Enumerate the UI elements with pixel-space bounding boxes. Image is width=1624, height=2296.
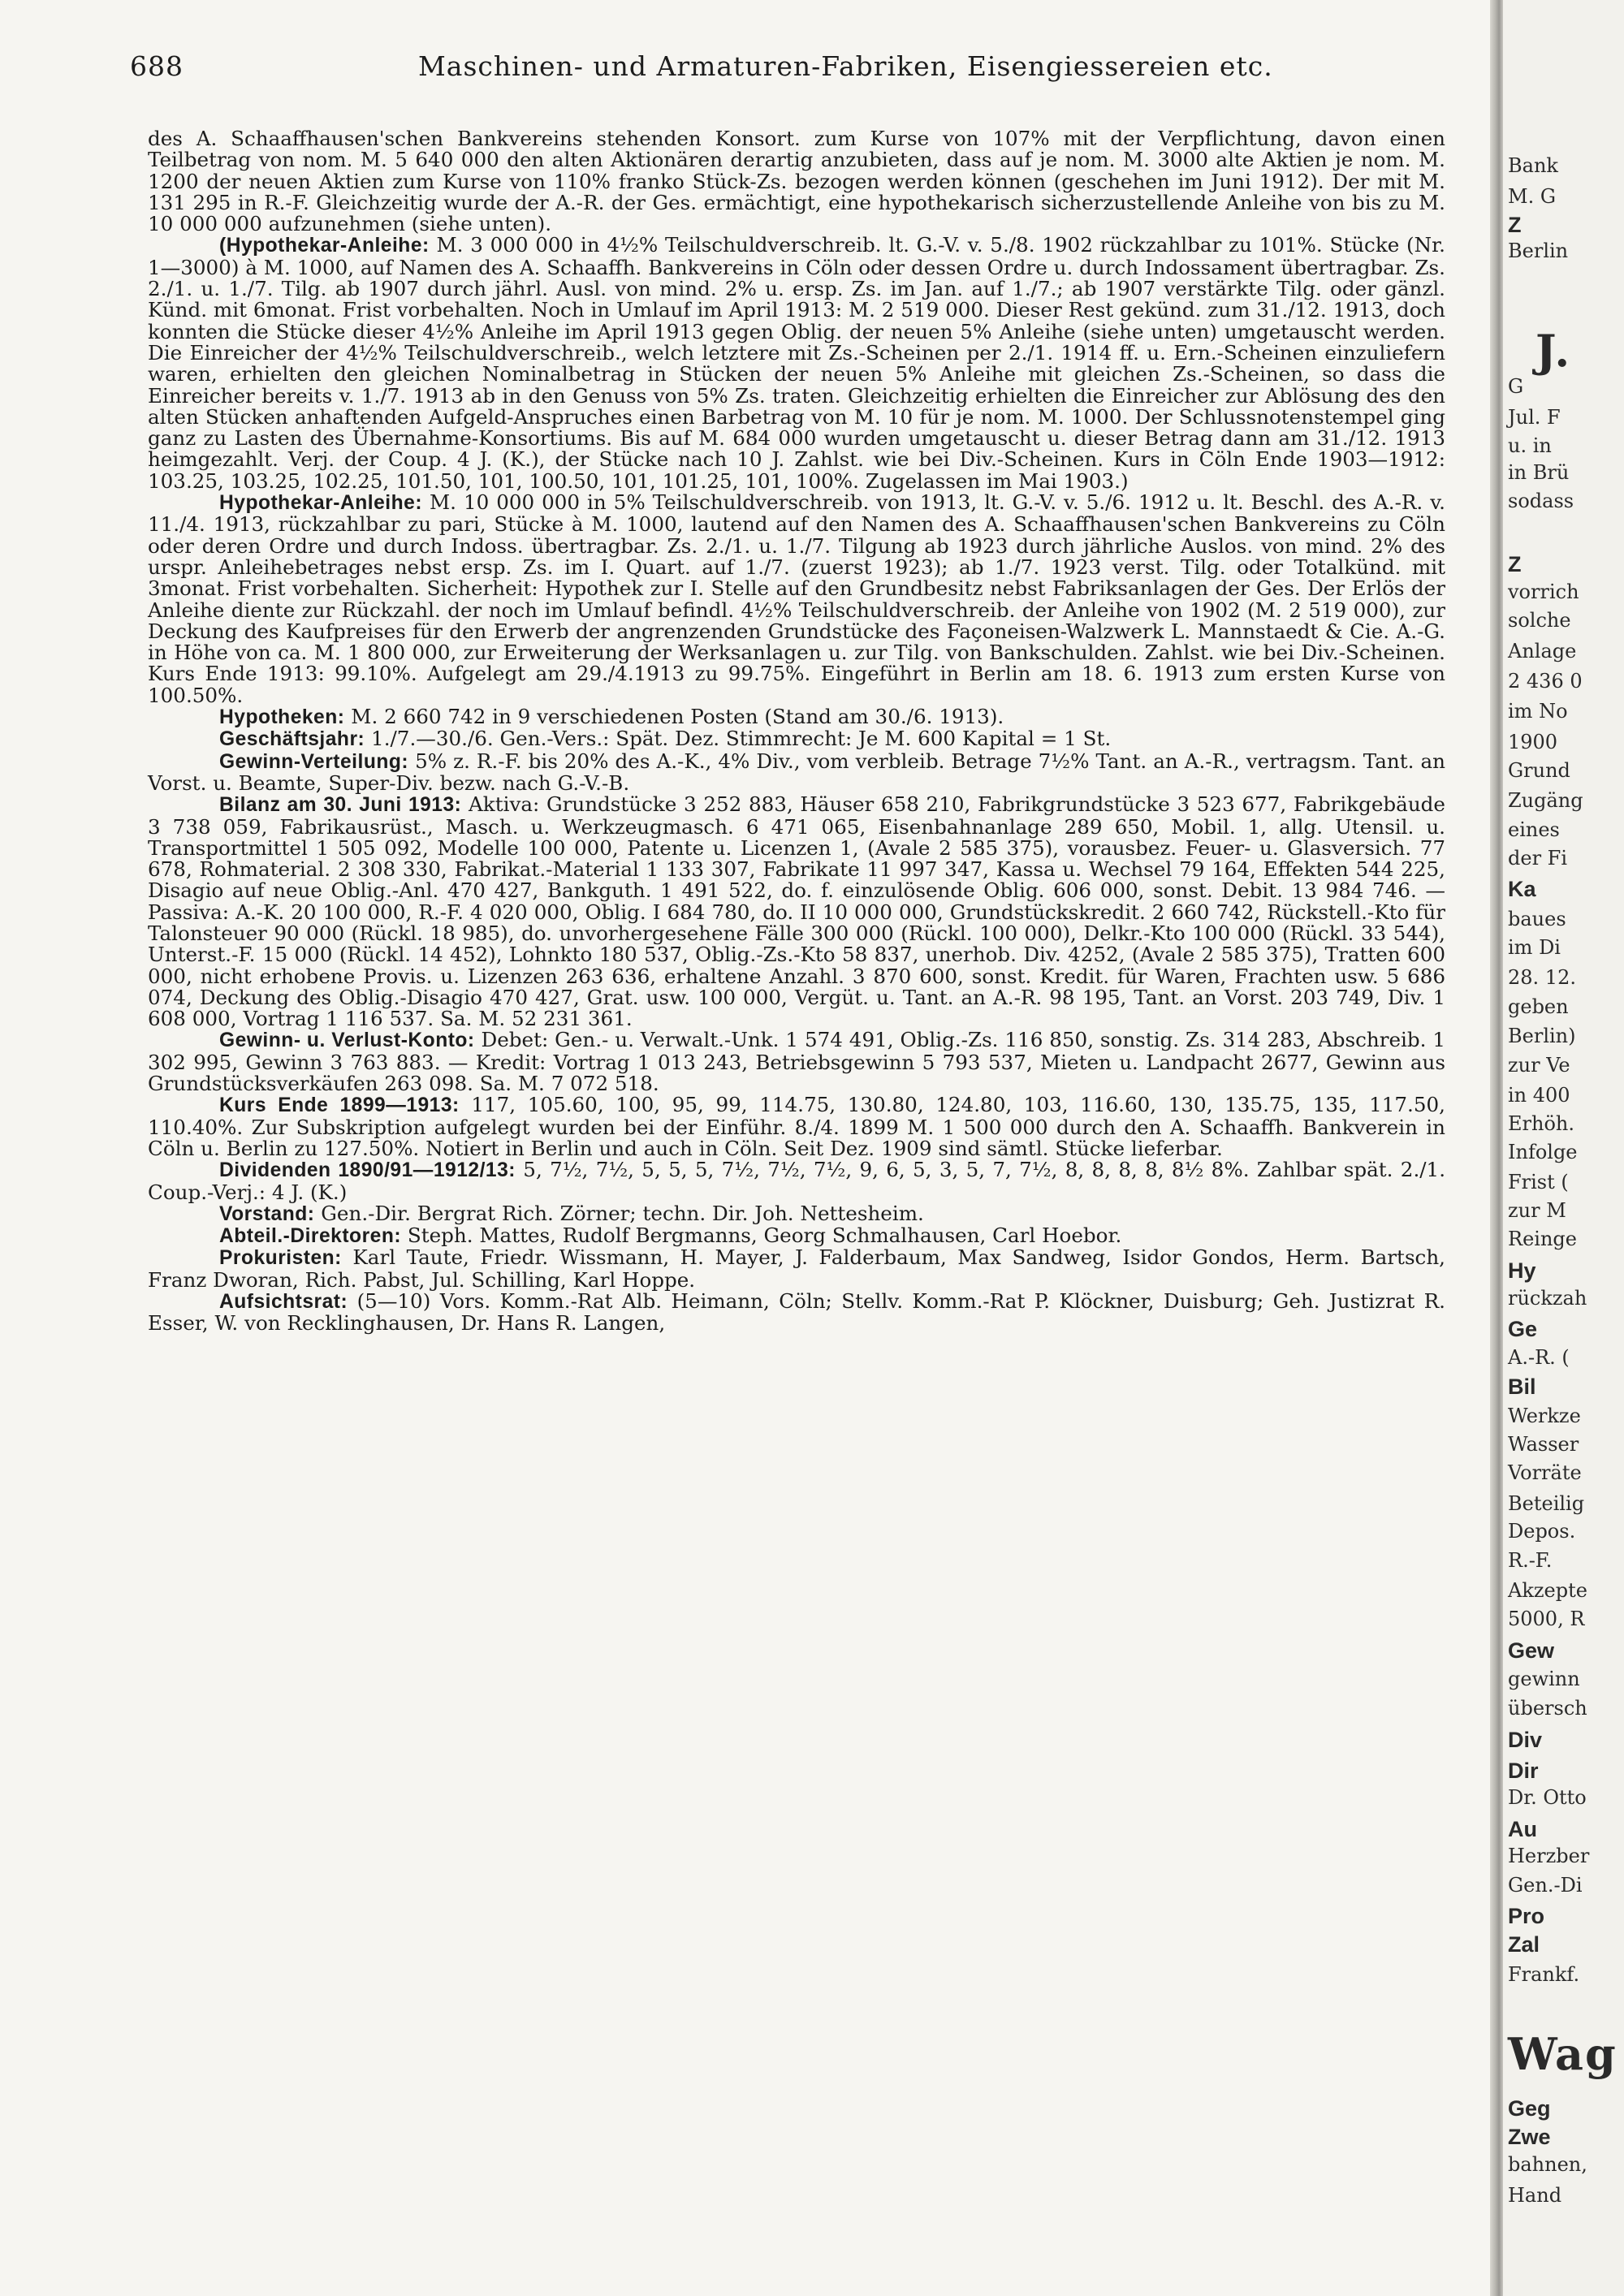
right-page-line: Werkze	[1508, 1405, 1581, 1427]
right-page-line: Zal	[1508, 1932, 1540, 1957]
right-page-line: Frist (	[1508, 1171, 1569, 1193]
paragraph-text: 5, 7½, 7½, 5, 5, 5, 7½, 7½, 7½, 9, 6, 5, 3, 5, 7, 7½, 8, 8, 8, 8, 8½ 8%. Zahlbar spät. 2./1. Coup.-Verj.: 4 J. (K.)	[148, 1158, 1446, 1204]
right-page-line: Hy	[1508, 1258, 1536, 1283]
paragraph-board	[148, 1203, 1445, 1225]
right-page-line: Vorräte	[1508, 1461, 1582, 1484]
paragraph-text: Karl Taute, Friedr. Wissmann, H. Mayer, J. Falderbaum, Max Sandweg, Isidor Gondos, Herm. Bartsch, Franz Dworan, Rich. Pabst, Jul. Schilling, Karl Hoppe.	[148, 1245, 1445, 1292]
paragraph-text: Aktiva: Grundstücke 3 252 883, Häuser 658 210, Fabrikgrundstücke 3 523 677, Fabrikgebäude 3 738 059, Fabrikausrüst., Masch. u. Werkzeugmasch. 6 471 065, Eisenbahnanlage 289 650, Mobil. 1, allg. Utensil. u. Transportmittel 1 505 092, Modelle 100 000, Patente u. Licenzen 1, (Avale 2 585 375), vorausbez. Feuer- u. Glasversich. 77 678, Rohmaterial. 2 308 330, Fabrikat.-Material 1 133 307, Fabrikate 11 997 347, Kassa u. Wechsel 79 164, Effekten 544 225, Disagio auf neue Oblig.-Anl. 470 427, Bankguth. 1 491 522, do. f. einzulösende Oblig. 606 000, sonst. Debit. 13 984 746. — Passiva: A.-K. 20 100 000, R.-F. 4 020 000, Oblig. I 684 780, do. II 10 000 000, Grundstückskredit. 2 660 742, Rückstell.-Kto für Talonsteuer 90 000 (Rückl. 18 985), do. unvorhergesehene Fälle 300 000 (Rückl. 100 000), Delkr.-Kto 100 000 (Rückl. 33 544), Unterst.-F. 15 000 (Rückl. 14 452), Lohnkto 180 537, Oblig.-Zs.-Kto 58 837, unerhob. Div. 4252, (Avale 2 585 375), Tratten 600 000, nicht erhobene Provis. u. Lizenzen 263 636, erhaltene Anzahl. 3 870 600, sonst. Kredit. für Waren, Frachten usw. 5 686 074, Deckung des Oblig.-Disagio 470 427, Grat. usw. 100 000, Vergüt. u. Tant. an A.-R. 98 195, Tant. an Vorst. 203 749, Div. 1 608 000, Vortrag 1 116 537. Sa. M. 52 231 361.	[148, 792, 1445, 1031]
right-page-line: Wag	[1508, 2028, 1618, 2080]
paragraph-mortgage-loan	[148, 492, 1445, 706]
right-page-line: Herzber	[1508, 1845, 1590, 1867]
right-page-line: Beteilig	[1508, 1492, 1585, 1515]
paragraph-old-mortgage-loan	[148, 235, 1445, 492]
right-page-line: Infolge	[1508, 1141, 1578, 1163]
paragraph-text: (5—10) Vors. Komm.-Rat Alb. Heimann, Cöln; Stellv. Komm.-Rat P. Klöckner, Duisburg; Geh. Justizrat R. Esser, W. von Recklinghausen, Dr. Hans R. Langen,	[148, 1289, 1445, 1336]
right-page-line: Bil	[1508, 1375, 1536, 1399]
right-page-line: vorrich	[1508, 580, 1579, 603]
right-page-line: rückzah	[1508, 1287, 1587, 1310]
right-page-line: eines	[1508, 818, 1560, 841]
section-label: Geschäftsjahr:	[219, 728, 365, 751]
right-page-line: im Di	[1508, 936, 1561, 959]
right-page-line: Berlin	[1508, 240, 1569, 262]
paragraph-supervisory-board	[148, 1291, 1445, 1335]
right-page-line: 1900	[1508, 731, 1558, 753]
right-page-line: übersch	[1508, 1697, 1587, 1720]
right-page-line: Frankf.	[1508, 1963, 1580, 1986]
right-page-line: Geg	[1508, 2096, 1551, 2121]
right-page-line: Wasser	[1508, 1433, 1579, 1456]
right-page-line: J.	[1535, 325, 1572, 377]
right-page-line: Hand	[1508, 2184, 1562, 2207]
right-page-fragment	[1503, 0, 1624, 2296]
section-label: Gewinn- u. Verlust-Konto:	[219, 1029, 475, 1052]
paragraph-profit-loss	[148, 1029, 1445, 1094]
right-page-line: Erhöh.	[1508, 1112, 1574, 1135]
right-page-line: A.-R. (	[1508, 1346, 1570, 1369]
right-page-line: Reinge	[1508, 1228, 1577, 1250]
right-page-line: gewinn	[1508, 1668, 1580, 1690]
right-page-line: bahnen,	[1508, 2153, 1587, 2176]
right-page-line: Z	[1508, 552, 1522, 576]
right-page-line: zur M	[1508, 1199, 1566, 1222]
section-label: Dividenden 1890/91—1912/13:	[219, 1159, 516, 1182]
paragraph-text: Debet: Gen.- u. Verwalt.-Unk. 1 574 491, Oblig.-Zs. 116 850, sonstig. Zs. 314 283, Abschreib. 1 302 995, Gewinn 3 763 883. — Kredit: Vortrag 1 013 243, Betriebsgewinn 5 793 537, Mieten u. Landpacht 2677, Gewinn aus Grundstücksverkäufen 263 098. Sa. M. 7 072 518.	[148, 1028, 1445, 1096]
section-label: Bilanz am 30. Juni 1913:	[219, 794, 462, 817]
paragraph-text: des A. Schaaffhausen'schen Bankvereins stehenden Konsort. zum Kurse von 107% mit der Verpflichtung, davon einen Teilbetrag von nom. M. 5 640 000 den alten Aktionären derartig anzubieten, dass auf je nom. M. 3000 alte Aktien je nom. M. 1200 der neuen Aktien zum Kurse von 110% franko Stück-Zs. bezogen werden können (geschehen im Juni 1912). Der mit M. 131 295 in R.-F. Gleichzeitig wurde der A.-R. der Ges. ermächtigt, eine hypothekarisch sicherzustellende Anleihe von bis zu M. 10 000 000 aufzunehmen (siehe unten).	[148, 127, 1445, 236]
paragraph-text: 117, 105.60, 100, 95, 99, 114.75, 130.80, 124.80, 103, 116.60, 130, 135.75, 135, 117.50, 110.40%. Zur Subskription aufgelegt wurden bei der Einführ. 8./4. 1899 M. 1 500 000 durch den A. Schaaffh. Bankverein in Cöln u. Berlin zu 127.50%. Notiert in Berlin und auch in Cöln. Seit Dez. 1909 sind sämtl. Stücke lieferbar.	[148, 1093, 1445, 1160]
book-gutter	[1490, 0, 1503, 2296]
paragraph-authorized-officers	[148, 1247, 1445, 1291]
right-page-line: Gew	[1508, 1638, 1555, 1663]
paragraph-text: M. 2 660 742 in 9 verschiedenen Posten (Stand am 30./6. 1913).	[351, 705, 1004, 729]
right-page-line: Ka	[1508, 877, 1536, 901]
right-page-line: Z	[1508, 213, 1522, 237]
section-label: Hypotheken:	[219, 706, 345, 729]
right-page-line: u. in	[1508, 434, 1552, 457]
right-page-line: in Brü	[1508, 461, 1570, 484]
right-page-line: Zwe	[1508, 2125, 1551, 2149]
right-page-line: Dr. Otto	[1508, 1786, 1587, 1809]
right-page-line: Akzepte	[1508, 1579, 1587, 1602]
right-page-line: geben	[1508, 995, 1569, 1018]
right-page-line: in 400	[1508, 1084, 1570, 1107]
paragraph-text: 5% z. R.-F. bis 20% des A.-K., 4% Div., vom verbleib. Betrage 7½% Tant. an A.-R., vertragsm. Tant. an Vorst. u. Beamte, Super-Div. bezw. nach G.-V.-B.	[148, 749, 1445, 795]
right-page-line: M. G	[1508, 185, 1557, 208]
right-page-line: Bank	[1508, 154, 1558, 177]
paragraph-fiscal-year	[148, 728, 1445, 750]
section-label: Prokuristen:	[219, 1247, 342, 1270]
page-number: 688	[130, 50, 184, 82]
right-page-line: Anlage	[1508, 640, 1577, 662]
right-page-line: R.-F.	[1508, 1549, 1553, 1572]
paragraph-balance-sheet	[148, 794, 1445, 1029]
right-page-line: Gen.-Di	[1508, 1874, 1583, 1897]
paragraph-profit-distribution	[148, 751, 1445, 795]
paragraph-share-prices	[148, 1094, 1445, 1159]
paragraph-dividends	[148, 1159, 1445, 1203]
paragraph-department-directors	[148, 1225, 1445, 1247]
right-page-line: baues	[1508, 908, 1566, 930]
right-page-line: Div	[1508, 1728, 1543, 1752]
right-page-line: 2 436 0	[1508, 670, 1583, 693]
paragraph-text: M. 10 000 000 in 5% Teilschuldverschreib. von 1913, lt. G.-V. v. 5./6. 1912 u. lt. Beschl. des A.-R. v. 11./4. 1913, rückzahlbar zu pari, Stücke à M. 1000, lautend auf den Namen des A. Schaaffhausen'schen Bankvereins zu Cöln oder deren Ordre und durch Indoss. übertragbar. Zs. 2./1. u. 1./7. Tilgung ab 1923 durch jährliche Auslos. von mind. 2% des urspr. Anleihebetrages nebst ersp. Zs. im I. Quart. auf 1./7. (zuerst 1923); ab 1./7. 1923 verst. Tilg. oder Totalkünd. mit 3monat. Frist vorbehalten. Sicherheit: Hypothek zur I. Stelle auf den Grundbesitz nebst Fabriksanlagen der Ges. Der Erlös der Anleihe diente zur Rückzahl. der noch im Umlauf befindl. 4½% Teilschuldverschreib. der Anleihe von 1902 (M. 2 519 000), zur Deckung des Kaufpreises für den Erwerb der angrenzenden Grundstücke des Façoneisen-Walzwerk L. Mannstaedt & Cie. A.-G. in Höhe von ca. M. 1 800 000, zur Erweiterung der Werksanlagen u. zur Tilg. von Bankschulden. Zahlst. wie bei Div.-Scheinen. Kurs Ende 1913: 99.10%. Aufgelegt am 29./4.1913 zu 99.75%. Eingeführt in Berlin am 18. 6. 1913 zum ersten Kurse von 100.50%.	[148, 490, 1445, 707]
right-page-line: Depos.	[1508, 1520, 1576, 1543]
right-page-line: Zugäng	[1508, 789, 1583, 812]
right-page-line: Ge	[1508, 1317, 1538, 1341]
section-label: Vorstand:	[219, 1202, 315, 1225]
paragraph-intro	[148, 128, 1445, 235]
page-header	[130, 50, 1273, 96]
right-page-line: 28. 12.	[1508, 966, 1576, 989]
right-page-line: im No	[1508, 700, 1568, 723]
section-label: Hypothekar-Anleihe:	[219, 492, 423, 515]
right-page-line: 5000, R	[1508, 1608, 1585, 1630]
running-title: Maschinen- und Armaturen-Fabriken, Eisengiessereien etc.	[418, 50, 1273, 82]
right-page-line: sodass	[1508, 490, 1574, 512]
paragraph-text: Gen.-Dir. Bergrat Rich. Zörner; techn. Dir. Joh. Nettesheim.	[321, 1201, 924, 1225]
right-page-line: Jul. F	[1508, 406, 1561, 429]
right-page-line: Au	[1508, 1817, 1537, 1841]
right-page-line: G	[1508, 375, 1524, 398]
section-label: Kurs Ende 1899—1913:	[219, 1094, 460, 1117]
paragraph-text: M. 3 000 000 in 4½% Teilschuldverschreib. lt. G.-V. v. 5./8. 1902 rückzahlbar zu 101%. Stücke (Nr. 1—3000) à M. 1000, auf Namen des A. Schaaffh. Bankvereins in Cöln oder dessen Ordre u. durch Indossament übertragbar. Zs. 2./1. u. 1./7. Tilg. ab 1907 durch jährl. Ausl. von mind. 2% u. ersp. Zs. im Jan. auf 1./7.; ab 1907 verstärkte Tilg. oder gänzl. Künd. mit 6monat. Frist vorbehalten. Noch in Umlauf im April 1913: M. 2 519 000. Dieser Rest gekünd. zum 31./12. 1913, doch konnten die Stücke dieser 4½% Anleihe im April 1913 gegen Oblig. der neuen 5% Anleihe (siehe unten) umgetauscht werden. Die Einreicher der 4½% Teilschuldverschreib., welch letztere mit Zs.-Scheinen per 2./1. 1914 ff. u. Ern.-Scheinen einzuliefern waren, erhielten den gleichen Nominalbetrag in Stücken der neuen 5% Anleihe mit gleichen Zs.-Scheinen, so dass die Einreicher bereits v. 1./7. 1913 ab in den Genuss von 5% Zs. traten. Gleichzeitig erhielten die Einreicher zur Ablösung des den alten Stücken anhaftenden Aufgeld-Anspruches einen Barbetrag von M. 10 für je nom. M. 1000. Der Schlussnotenstempel ging ganz zu Lasten des Übernahme-Konsortiums. Bis auf M. 684 000 wurden umgetauscht u. dieser Betrag dann am 31./12. 1913 heimgezahlt. Verj. der Coup. 4 J. (K.), der Stücke nach 10 J. Zahlst. wie bei Div.-Scheinen. Kurs in Cöln Ende 1903—1912: 103.25, 103.25, 102.25, 101.50, 101, 100.50, 101, 101.25, 101, 100%. Zugelassen im Mai 1903.)	[148, 233, 1445, 493]
right-page-line: Pro	[1508, 1904, 1545, 1928]
right-page-line: solche	[1508, 609, 1571, 632]
section-label: Abteil.-Direktoren:	[219, 1225, 402, 1248]
section-label: (Hypothekar-Anleihe:	[219, 235, 430, 257]
right-page-line: zur Ve	[1508, 1054, 1570, 1077]
right-page-line: Berlin)	[1508, 1025, 1576, 1047]
right-page-line: Dir	[1508, 1759, 1539, 1783]
section-label: Gewinn-Verteilung:	[219, 750, 409, 773]
paragraph-text: Steph. Mattes, Rudolf Bergmanns, Georg Schmalhausen, Carl Hoebor.	[407, 1224, 1122, 1248]
section-label: Aufsichtsrat:	[219, 1291, 348, 1314]
right-page-line: Grund	[1508, 759, 1570, 782]
paragraph-text: 1./7.—30./6. Gen.-Vers.: Spät. Dez. Stimmrecht: Je M. 600 Kapital = 1 St.	[371, 727, 1112, 751]
right-page-line: der Fi	[1508, 847, 1567, 870]
paragraph-mortgages	[148, 706, 1445, 728]
text-column	[148, 128, 1445, 1335]
